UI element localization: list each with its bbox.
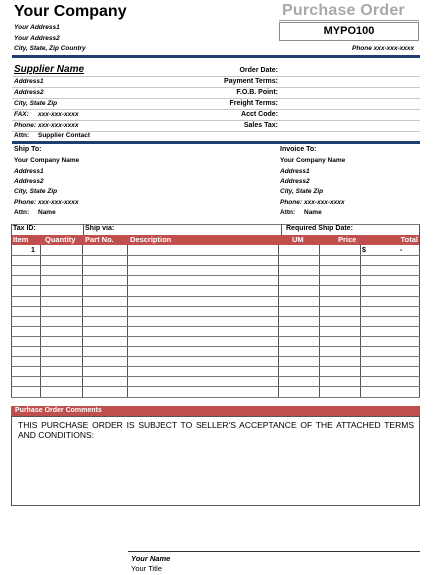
payment-terms-label: Payment Terms:	[224, 78, 278, 85]
po-title: Purchase Order	[282, 2, 405, 19]
items-table	[11, 224, 420, 398]
divider	[12, 76, 420, 77]
company-city: City, State, Zip Country	[14, 45, 86, 52]
ship-to-address2: Address2	[14, 178, 44, 185]
signature-title: Your Title	[131, 564, 162, 573]
supplier-address1: Address1	[14, 78, 44, 85]
supplier-phone-label: Phone:	[14, 122, 37, 129]
divider	[12, 120, 420, 121]
header-rule	[12, 55, 420, 58]
table-row	[11, 255, 420, 256]
ship-to-name: Your Company Name	[14, 157, 80, 164]
company-address2: Your Address2	[14, 35, 60, 42]
invoice-to-attn: Name	[304, 209, 322, 216]
invoice-to-phone: xxx-xxx-xxxx	[304, 199, 345, 206]
invoice-to-city: City, State Zip	[280, 188, 324, 195]
supplier-name: Supplier Name	[14, 64, 85, 75]
table-row	[11, 346, 420, 347]
supplier-phone: xxx-xxx-xxxx	[38, 122, 79, 129]
divider	[12, 98, 420, 99]
supplier-address2: Address2	[14, 89, 44, 96]
first-row-total: -	[400, 247, 403, 254]
company-address1: Your Address1	[14, 24, 60, 31]
col-item: Item	[13, 235, 29, 244]
table-row	[11, 366, 420, 367]
table-cell-divider	[83, 224, 84, 235]
col-um: UM	[292, 235, 304, 244]
invoice-to-address1: Address1	[280, 168, 310, 175]
fob-point-label: F.O.B. Point:	[236, 89, 278, 96]
invoice-to-address2: Address2	[280, 178, 310, 185]
col-total: Total	[400, 235, 418, 244]
ship-to-attn: Name	[38, 209, 56, 216]
ship-to-attn-label: Attn:	[14, 209, 30, 216]
col-quantity: Quantity	[45, 235, 76, 244]
table-row	[11, 336, 420, 337]
invoice-to-title: Invoice To:	[280, 146, 317, 153]
table-border	[11, 224, 420, 225]
sales-tax-label: Sales Tax:	[243, 122, 278, 129]
ship-to-phone-label: Phone:	[14, 199, 37, 206]
table-row	[11, 296, 420, 297]
ship-via-label: Ship via:	[85, 225, 115, 232]
ship-to-city: City, State Zip	[14, 188, 58, 195]
acct-code-label: Acct Code:	[241, 111, 278, 118]
invoice-to-name: Your Company Name	[280, 157, 346, 164]
table-row	[11, 306, 420, 307]
ship-to-title: Ship To:	[14, 146, 42, 153]
table-cell-divider	[281, 224, 282, 235]
ship-to-address1: Address1	[14, 168, 44, 175]
ship-to-phone: xxx-xxx-xxxx	[38, 199, 79, 206]
order-date-label: Order Date:	[239, 67, 278, 74]
required-ship-date-label: Required Ship Date:	[286, 225, 353, 232]
table-border	[419, 224, 420, 398]
terms-text: THIS PURCHASE ORDER IS SUBJECT TO SELLER'S ACCEPTANCE OF THE ATTACHED TERMS AND CONDITIONS:	[18, 420, 414, 440]
invoice-to-attn-label: Attn:	[280, 209, 296, 216]
supplier-attn: Supplier Contact	[38, 132, 91, 139]
col-part-no: Part No.	[85, 235, 114, 244]
comments-header: Purhase Order Comments	[11, 406, 420, 416]
table-row	[11, 356, 420, 357]
title-underline	[279, 20, 419, 21]
table-row	[11, 397, 420, 398]
freight-terms-label: Freight Terms:	[229, 100, 278, 107]
supplier-fax: xxx-xxx-xxxx	[38, 111, 79, 118]
po-number: MYPO100	[279, 22, 419, 41]
table-row	[11, 275, 420, 276]
divider	[12, 87, 420, 88]
table-row	[11, 326, 420, 327]
first-row-currency: $	[362, 247, 366, 254]
table-row	[11, 376, 420, 377]
table-row	[11, 386, 420, 387]
col-price: Price	[338, 235, 357, 244]
supplier-fax-label: FAX:	[14, 111, 29, 118]
divider	[12, 109, 420, 110]
tax-id-label: Tax ID:	[13, 225, 36, 232]
supplier-attn-label: Attn:	[14, 132, 30, 139]
table-row	[11, 285, 420, 286]
company-name: Your Company	[14, 3, 127, 20]
supplier-city: City, State Zip	[14, 100, 58, 107]
company-phone: Phone xxx-xxx-xxxx	[352, 45, 415, 52]
table-row	[11, 265, 420, 266]
table-row	[11, 316, 420, 317]
table-border	[11, 224, 12, 398]
section-rule	[12, 141, 420, 144]
invoice-to-phone-label: Phone:	[280, 199, 303, 206]
items-header	[11, 235, 420, 245]
signature-name: Your Name	[131, 554, 171, 563]
signature-line	[128, 551, 420, 552]
col-description: Description	[130, 235, 172, 244]
first-item-number: 1	[31, 247, 35, 254]
